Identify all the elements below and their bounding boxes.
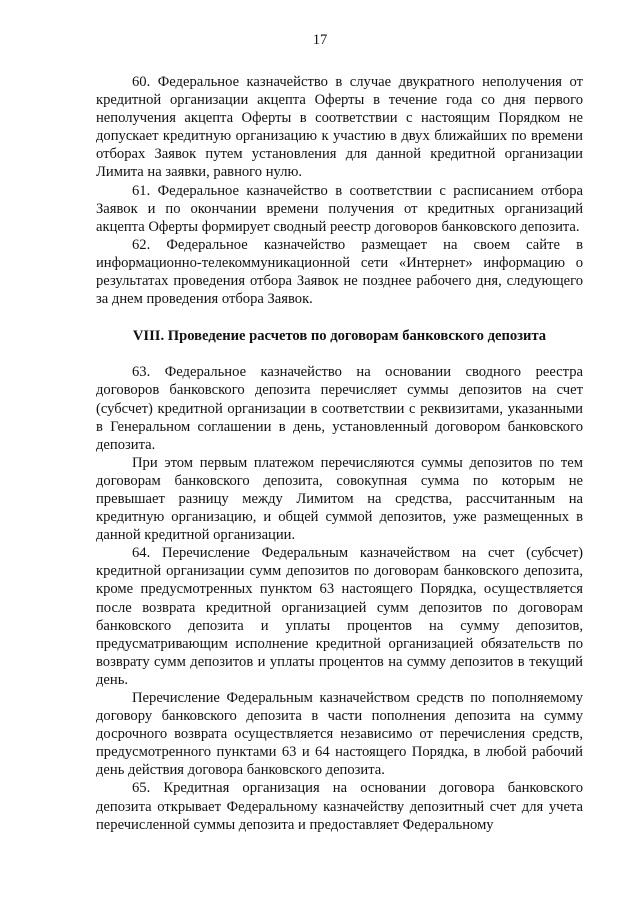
paragraph-64-continuation: Перечисление Федеральным казначейством средств по пополняемому договору банковского депозита в части пополнения депозита на сумму досрочного возврата осуществляется независимо от перечисления средств, предусмотренного пунктами 63 и 64 настоящего Порядка, в любой рабочий день действия договора банковского депозита. [96, 690, 583, 779]
paragraph-63-continuation: При этом первым платежом перечисляются суммы депозитов по тем договорам банковского депозита, совокупная сумма по которым не превышает разницу между Лимитом на средства, рассчитанным на кредитную организацию, и общей суммой депозитов, уже размещенных в данной кредитной организации. [96, 454, 583, 544]
paragraph-62: 62. Федеральное казначейство размещает на своем сайте в информационно-телекоммуникационной сети «Интернет» информацию о результатах проведения отбора Заявок не позднее рабочего дня, следующего за днем проведения отбора Заявок. [96, 236, 583, 308]
paragraph-61: 61. Федеральное казначейство в соответствии с расписанием отбора Заявок и по окончании времени получения от кредитных организаций акцепта Оферты формирует сводный реестр договоров банковского депозита. [96, 182, 583, 235]
section-heading: VIII. Проведение расчетов по договорам банковского депозита [132, 328, 547, 345]
paragraph-65: 65. Кредитная организация на основании договора банковского депозита открывает Федеральному казначейству депозитный счет для учета перечисленной суммы депозита и предоставляет Федеральному [96, 780, 583, 833]
page-number: 17 [312, 32, 328, 48]
paragraph-60: 60. Федеральное казначейство в случае двукратного неполучения от кредитной организации акцепта Оферты в течение года со дня первого неполучения акцепта Оферты в соответствии с настоящим Порядком не допускает кредитную организацию к участию в двух ближайших по времени отборах Заявок путем установления для данной кредитной организации Лимита на заявки, равного нулю. [96, 74, 583, 181]
paragraph-63: 63. Федеральное казначейство на основании сводного реестра договоров банковского депозита перечисляет суммы депозитов на счет (субсчет) кредитной организации в соответствии с реквизитами, указанными в Генеральном соглашении в день, установленный договором банковского депозита. [96, 364, 583, 453]
paragraph-64: 64. Перечисление Федеральным казначейством на счет (субсчет) кредитной организации сумм депозитов по договорам банковского депозита, кроме предусмотренных пунктом 63 настоящего Порядка, осуществляется после возврата кредитной организацией сумм депозитов по договорам банковского депозита и уплаты процентов на сумму депозитов, предусматривающим исполнение кредитной организацией обязательств по возврату сумм депозитов и уплаты процентов на сумму депозитов в текущий день. [96, 545, 583, 688]
document-body [96, 73, 583, 834]
